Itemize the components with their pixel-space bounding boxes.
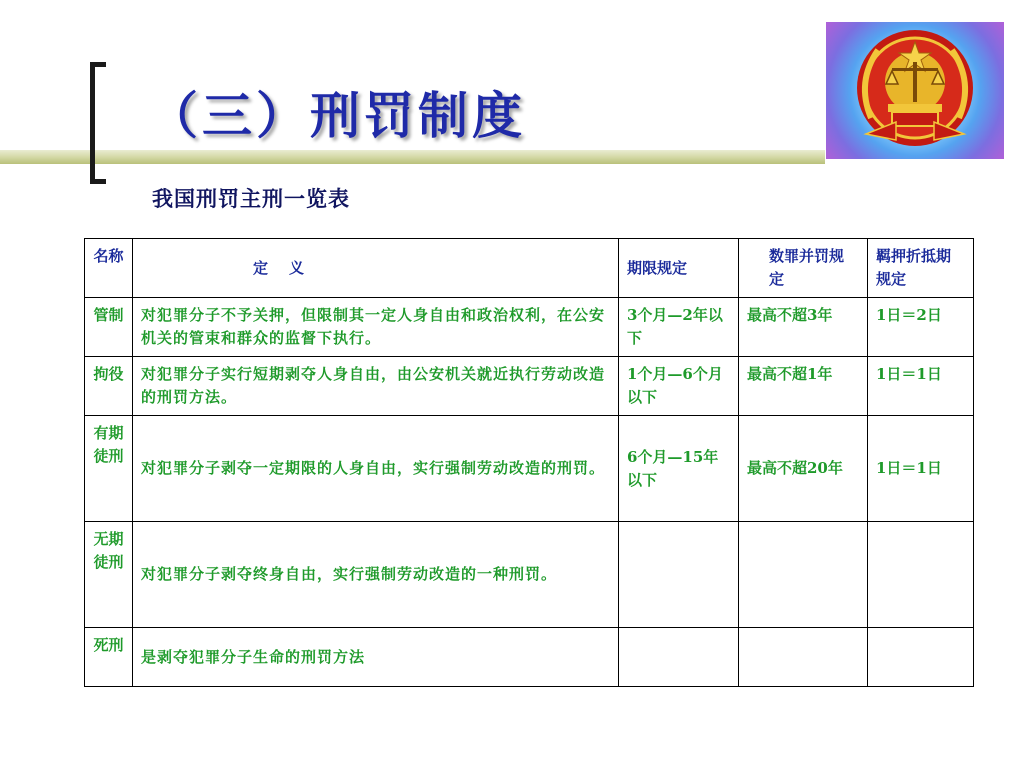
penalty-term: 6个月—15年以下: [619, 416, 739, 522]
penalty-conversion: 1日＝2日: [868, 298, 974, 357]
penalty-definition: 对犯罪分子实行短期剥夺人身自由，由公安机关就近执行劳动改造的刑罚方法。: [133, 357, 619, 416]
penalty-conversion: [868, 522, 974, 628]
decorative-divider-line: [0, 150, 825, 164]
penalty-name: 管制: [85, 298, 133, 357]
header-name: 名称: [85, 239, 133, 298]
penalty-table: [84, 238, 974, 687]
penalty-term: [619, 628, 739, 687]
penalty-term: [619, 522, 739, 628]
penalty-conversion: 1日＝1日: [868, 416, 974, 522]
penalty-combined: [739, 522, 868, 628]
header-definition: 定 义: [133, 239, 619, 298]
penalty-conversion: 1日＝1日: [868, 357, 974, 416]
penalty-term: 1个月—6个月以下: [619, 357, 739, 416]
penalty-definition: 对犯罪分子剥夺一定期限的人身自由，实行强制劳动改造的刑罚。: [133, 416, 619, 522]
table-header-row: [85, 239, 974, 298]
table-row: [85, 416, 974, 522]
penalty-definition: 对犯罪分子不予关押，但限制其一定人身自由和政治权利，在公安机关的管束和群众的监督下执行。: [133, 298, 619, 357]
penalty-conversion: [868, 628, 974, 687]
table-row: [85, 298, 974, 357]
court-emblem-icon: [826, 22, 1004, 159]
table-row: [85, 628, 974, 687]
table-row: [85, 522, 974, 628]
header-detention-conversion: 羁押折抵期规定: [868, 239, 974, 298]
penalty-combined: 最高不超1年: [739, 357, 868, 416]
penalty-definition: 对犯罪分子剥夺终身自由，实行强制劳动改造的一种刑罚。: [133, 522, 619, 628]
penalty-term: 3个月—2年以下: [619, 298, 739, 357]
penalty-name: 有期徒刑: [85, 416, 133, 522]
penalty-combined: [739, 628, 868, 687]
header-term: 期限规定: [619, 239, 739, 298]
page-title: （三）刑罚制度: [148, 86, 526, 145]
penalty-combined: 最高不超20年: [739, 416, 868, 522]
penalty-name: 无期徒刑: [85, 522, 133, 628]
penalty-name: 死刑: [85, 628, 133, 687]
penalty-definition: 是剥夺犯罪分子生命的刑罚方法: [133, 628, 619, 687]
table-subtitle: 我国刑罚主刑一览表: [152, 186, 350, 211]
penalty-combined: 最高不超3年: [739, 298, 868, 357]
header-combined-penalty: 数罪并罚规 定: [739, 239, 868, 298]
title-bracket: [90, 62, 106, 184]
penalty-name: 拘役: [85, 357, 133, 416]
table-row: [85, 357, 974, 416]
